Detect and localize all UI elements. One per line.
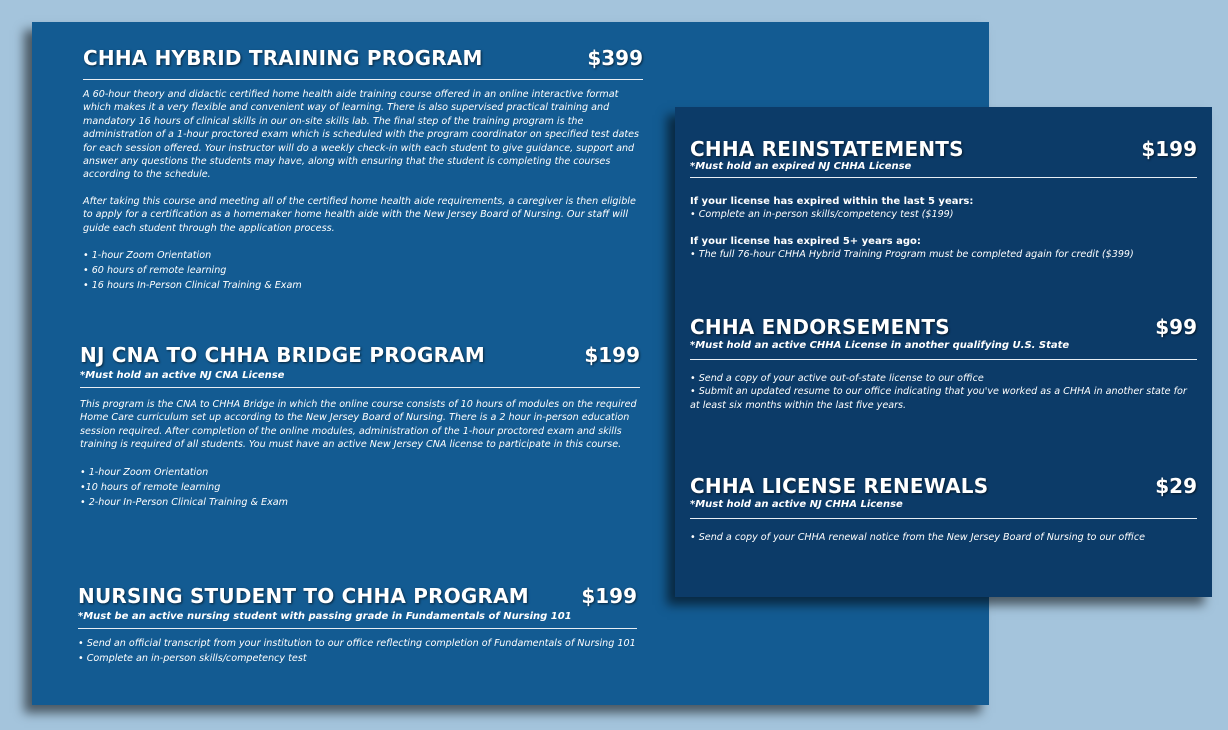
bridge-program-divider — [80, 387, 640, 388]
nursing-program-requirement: *Must be an active nursing student with passing grade in Fundamentals of Nursing 101 — [78, 611, 572, 622]
reinstatement-case-recent — [690, 195, 1197, 221]
nursing-program-description — [78, 636, 637, 666]
bridge-program-title: NJ CNA TO CHHA BRIDGE PROGRAM — [80, 343, 485, 367]
endorsements-requirement: *Must hold an active CHHA License in another qualifying U.S. State — [690, 340, 1070, 351]
list-item: • 1-hour Zoom Orientation — [80, 466, 209, 478]
renewals-divider — [690, 518, 1197, 519]
list-item: •10 hours of remote learning — [80, 481, 221, 493]
hybrid-bullet-list — [83, 248, 643, 293]
bridge-program-description — [80, 398, 640, 510]
reinstatements-requirement: *Must hold an expired NJ CHHA License — [690, 161, 912, 172]
list-item: • Send a copy of your CHHA renewal notice from the New Jersey Board of Nursing to our office — [690, 532, 1146, 543]
renewals-title: CHHA LICENSE RENEWALS — [690, 474, 989, 498]
renewals-section — [690, 474, 1197, 554]
hybrid-program-divider — [83, 79, 643, 80]
case-item: • Complete an in-person skills/competency test ($199) — [690, 209, 954, 220]
nursing-program-divider — [78, 628, 637, 629]
hybrid-program-price: $399 — [587, 46, 643, 70]
list-item: • Complete an in-person skills/competency test — [78, 653, 307, 664]
right-panel — [675, 107, 1212, 597]
list-item: • 2-hour In-Person Clinical Training & Exam — [80, 496, 289, 508]
renewals-requirement: *Must hold an active NJ CHHA License — [690, 499, 903, 510]
bridge-program-price: $199 — [584, 343, 640, 367]
endorsements-section — [690, 315, 1197, 425]
hybrid-program-title: CHHA HYBRID TRAINING PROGRAM — [83, 46, 483, 70]
reinstatements-details — [690, 195, 1197, 276]
reinstatements-section — [690, 137, 1197, 297]
hybrid-program-description — [83, 88, 643, 293]
bridge-program-section — [80, 343, 640, 523]
renewals-price: $29 — [1155, 474, 1197, 498]
list-item: • 1-hour Zoom Orientation — [83, 250, 212, 262]
case-heading: If your license has expired within the last 5 years: — [690, 196, 974, 207]
nursing-program-title: NURSING STUDENT TO CHHA PROGRAM — [78, 584, 529, 608]
nursing-bullet-list — [78, 636, 637, 666]
list-item: • Send a copy of your active out-of-state license to our office — [690, 373, 984, 384]
endorsements-details — [690, 372, 1197, 412]
endorsements-divider — [690, 359, 1197, 360]
hybrid-paragraph: After taking this course and meeting all of the certified home health aide requirements, a caregiver is then eligible to apply for a certification as a homemaker home health aide with the New Jersey Board of Nursing. Our staff will guide each student through the application process. — [83, 195, 636, 234]
list-item: • 16 hours In-Person Clinical Training & Exam — [83, 280, 302, 292]
renewals-details — [690, 531, 1197, 544]
reinstatements-divider — [690, 177, 1197, 178]
hybrid-paragraph: A 60-hour theory and didactic certified home health aide training course offered in an online interactive format which makes it a very flexible and convenient way of learning. There is also supervised practical training and mandatory 16 hours of clinical skills in our on-site skills lab. The final step of the training program is the administration of a 1-hour proctored exam which is scheduled with the program coordinator on specified test dates for each session offered. Your instructor will do a weekly check-in with each student to give guidance, support and answer any questions the students may have, along with ensuring that the student is completing the courses according to the schedule. — [83, 89, 640, 181]
list-item: • Send an official transcript from your institution to our office reflecting completion of Fundamentals of Nursing 101 — [78, 638, 636, 649]
list-item: • 60 hours of remote learning — [83, 265, 227, 277]
bridge-bullet-list — [80, 465, 640, 510]
case-item: • The full 76-hour CHHA Hybrid Training Program must be completed again for credit ($399) — [690, 249, 1134, 261]
nursing-program-section — [78, 584, 637, 674]
nursing-program-price: $199 — [581, 584, 637, 608]
bridge-program-requirement: *Must hold an active NJ CNA License — [80, 370, 285, 381]
bridge-paragraph: This program is the CNA to CHHA Bridge in which the online course consists of 10 hours of modules on the required Home Care curriculum set up according to the New Jersey Board of Nursing. There is a 2 hour in-person education session required. After completion of the online modules, administration of the 1-hour proctored exam and skills training is required of all students. You must have an active New Jersey CNA license to participate in this course. — [80, 399, 637, 451]
list-item: • Submit an updated resume to our office indicating that you've worked as a CHHA in another state for at least six months within the last five years. — [690, 386, 1187, 411]
endorsements-title: CHHA ENDORSEMENTS — [690, 315, 950, 339]
case-heading: If your license has expired 5+ years ago: — [690, 236, 921, 248]
reinstatements-title: CHHA REINSTATEMENTS — [690, 137, 964, 161]
hybrid-program-section — [83, 46, 643, 306]
reinstatement-case-older — [690, 235, 1197, 261]
endorsements-price: $99 — [1155, 315, 1197, 339]
reinstatements-price: $199 — [1141, 137, 1197, 161]
